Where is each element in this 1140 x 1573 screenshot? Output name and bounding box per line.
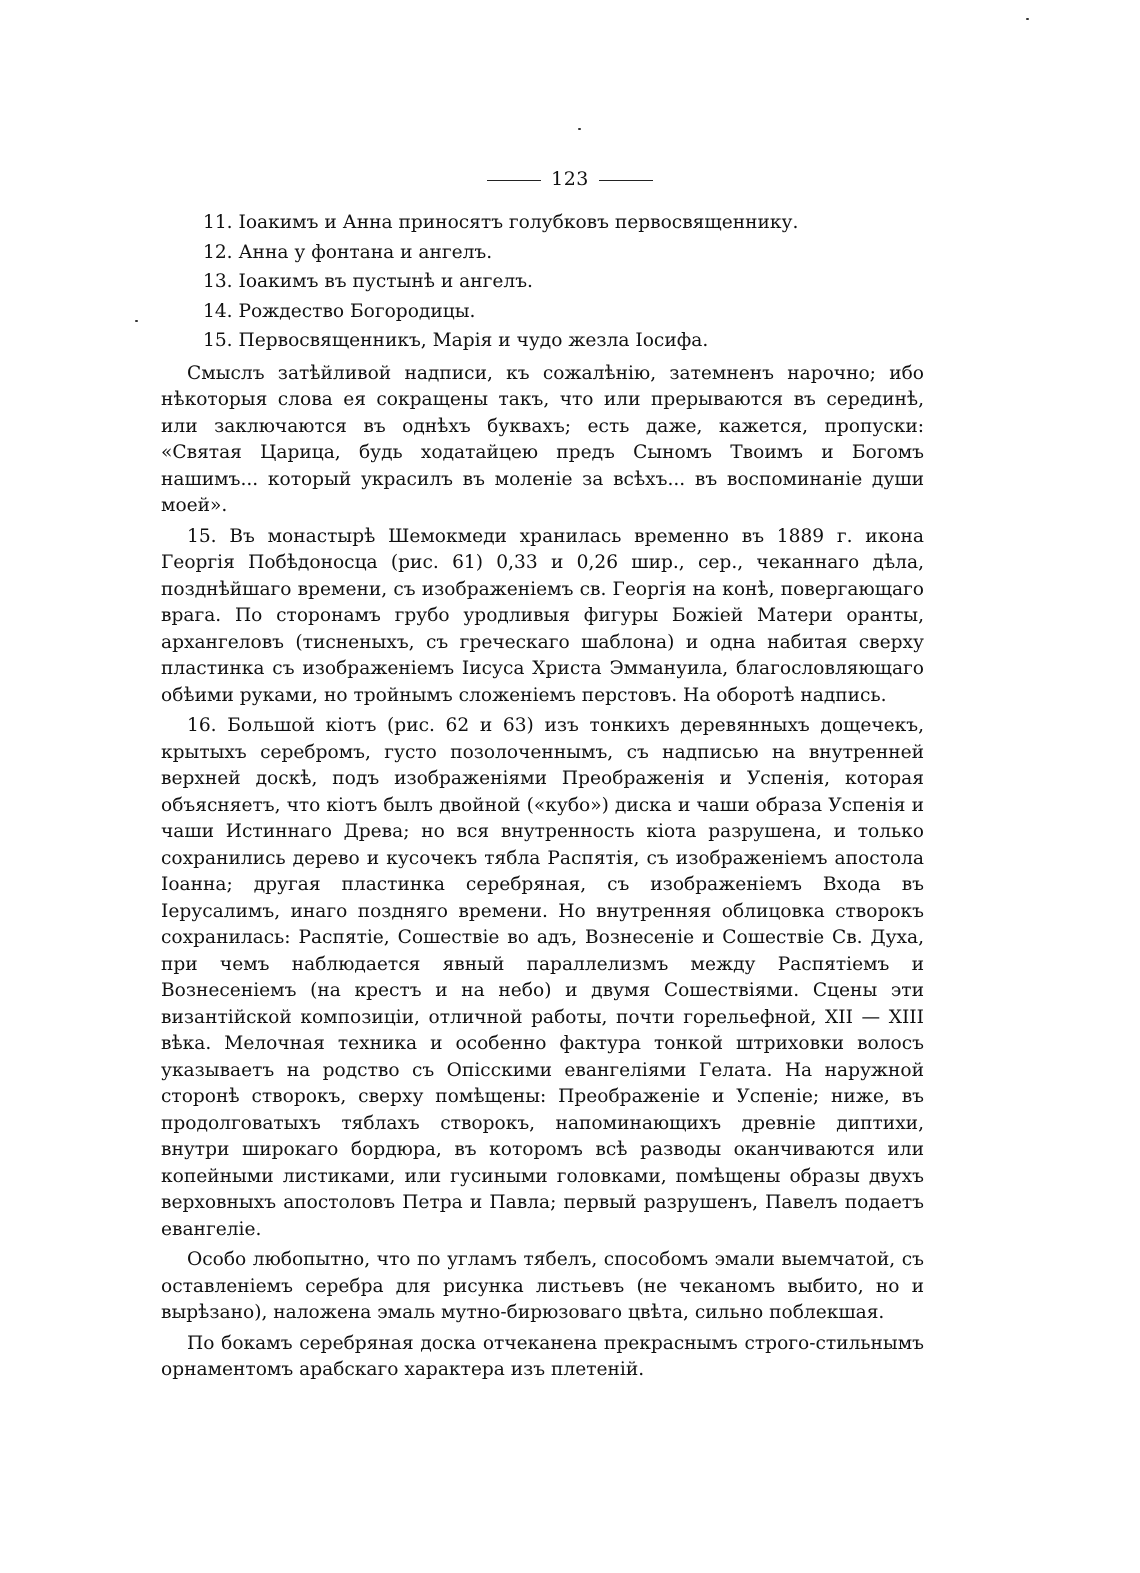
list-item: 11. Іоакимъ и Анна приносятъ голубковъ первосвященнику. [203, 212, 799, 233]
body-text [161, 210, 924, 1388]
list-item: 15. Первосвященникъ, Марія и чудо жезла Іосифа. [203, 330, 709, 351]
list-item: 12. Анна у фонтана и ангелъ. [203, 241, 493, 263]
list-item: 13. Іоакимъ въ пустынѣ и ангелъ. [203, 271, 533, 292]
paragraph-enamel: Особо любопытно, что по угламъ тябелъ, способомъ эмали выемчатой, съ оставленіемъ серебра для рисунка листьевъ (не чеканомъ выбито, но и вырѣзано), наложена эмаль мутно-бирюзоваго цвѣта, сильно поблекшая. [161, 1249, 924, 1323]
page-number: 123 [551, 168, 589, 190]
paragraph-kiot: 16. Большой кіотъ (рис. 62 и 63) изъ тонкихъ деревянныхъ дощечекъ, крытыхъ серебромъ, густо позолоченнымъ, съ надписью на внутренней верхней доскѣ, подъ изображеніями Преображенія и Успенія, которая объясняетъ, что кіотъ былъ двойной («кубо») диска и чаши образа Успенія и чаши Истиннаго Древа; но вся внутренность кіота разрушена, и только сохранились дерево и кусочекъ тябла Распятія, съ изображеніемъ апостола Іоанна; другая пластинка серебряная, съ изображеніемъ Входа въ Іерусалимъ, инаго поздняго времени. Но внутренняя облицовка створокъ сохранилась: Распятіе, Сошествіе во адъ, Вознесеніе и Сошествіе Св. Духа, при чемъ наблюдается явный параллелизмъ между Распятіемъ и Вознесеніемъ (на крестъ и на небо) и двумя Сошествіями. Сцены эти византійской композиціи, отличной работы, почти горельефной, XII — XIII вѣка. Мелочная техника и особенно фактура тонкой штриховки волосъ указываетъ на родство съ Опісскими евангеліями Гелата. На наружной сторонѣ створокъ, сверху помѣщены: Преображеніе и Успеніе; ниже, въ продолговатыхъ тяблахъ створокъ, напоминающихъ древніе диптихи, внутри широкаго бордюра, въ которомъ всѣ разводы оканчиваются или копейными листиками, или гусиными головками, помѣщены образы двухъ верховныхъ апостоловъ Петра и Павла; первый разрушенъ, Павелъ подаетъ евангеліе. [161, 715, 924, 1240]
paragraph-inscription: Смыслъ затѣйливой надписи, къ сожалѣнію, затемненъ нарочно; ибо нѣкоторыя слова ея сокращены такъ, что или прерываются въ серединѣ, или заключаются въ однѣхъ буквахъ; есть даже, кажется, пропуски: «Святая Царица, будь ходатайцею предъ Сыномъ Твоимъ и Богомъ нашимъ... который украсилъ въ моленіе за всѣхъ... въ воспоминаніе души моей». [161, 362, 924, 516]
header-rule-left [487, 180, 541, 181]
page-header [0, 168, 1140, 190]
scan-speck [135, 320, 138, 322]
scan-speck [1026, 18, 1029, 20]
scan-speck [578, 128, 581, 130]
header-rule-right [599, 180, 653, 181]
paragraph-ornament: По бокамъ серебряная доска отчеканена прекраснымъ строго-стильнымъ орнаментомъ арабскаго характера изъ плетеній. [161, 1332, 924, 1380]
list-item: 14. Рождество Богородицы. [203, 300, 476, 322]
paragraph-icon-george: 15. Въ монастырѣ Шемокмеди хранилась временно въ 1889 г. икона Георгія Побѣдоносца (рис. 61) 0,33 и 0,26 шир., сер., чеканнаго дѣла, позднѣйшаго времени, съ изображеніемъ св. Георгія на конѣ, повергающаго врага. По сторонамъ грубо уродливыя фигуры Божіей Матери оранты, архангеловъ (тисненыхъ, съ греческаго шаблона) и одна набитая сверху пластинка съ изображеніемъ Іисуса Христа Эммануила, благословляющаго обѣими руками, но тройнымъ сложеніемъ перстовъ. На оборотѣ надпись. [161, 525, 924, 706]
